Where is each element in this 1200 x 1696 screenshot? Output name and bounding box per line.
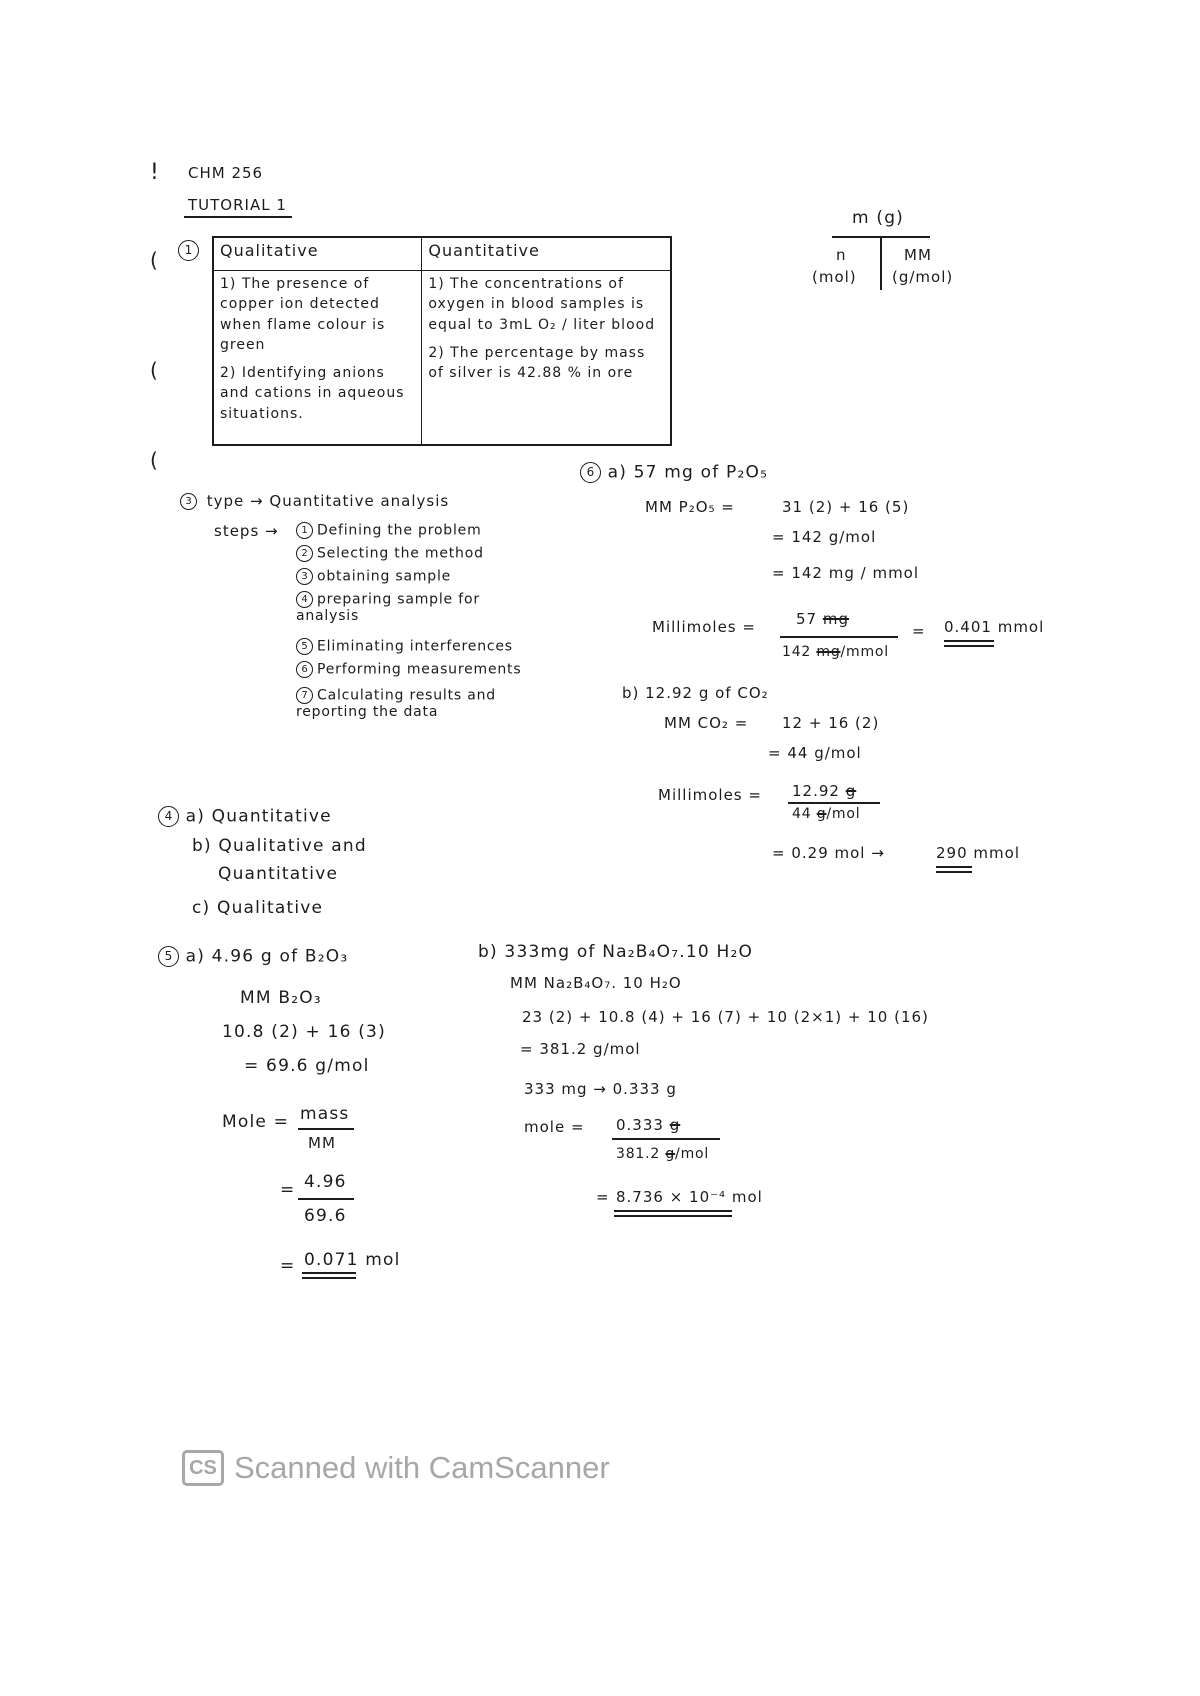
q5-b-denominator: 381.2 g/mol (616, 1146, 710, 1162)
q6-b-denominator: 44 g/mol (792, 806, 861, 822)
q6-a-fraction-bar (780, 636, 898, 638)
q5-b-convert: 333 mg → 0.333 g (524, 1080, 677, 1098)
formula-n: n (836, 246, 847, 264)
q6-a-title: 6 a) 57 mg of P₂O₅ (580, 462, 768, 483)
q5-a-calc: 10.8 (2) + 16 (3) (222, 1022, 386, 1042)
q3-step-3: 3 obtaining sample (296, 568, 451, 585)
formula-mass: m (g) (852, 208, 905, 228)
formula-split (880, 238, 882, 290)
tutorial-underline (184, 216, 292, 218)
q6-a-equals: = (912, 622, 926, 640)
q5-b-mm-val: = 381.2 g/mol (520, 1040, 641, 1058)
q5-a-mass: mass (300, 1104, 350, 1124)
camscanner-logo: CS (182, 1450, 224, 1486)
margin-mark: ! (150, 160, 159, 185)
q5-b-calc: 23 (2) + 10.8 (4) + 16 (7) + 10 (2×1) + 10 (16) (522, 1008, 929, 1026)
qualitative-quantitative-table (212, 236, 672, 446)
q5-a-equals-3: = (280, 1256, 296, 1276)
formula-mm: MM (904, 246, 932, 264)
q6-b-label: Millimoles = (658, 786, 762, 804)
q5-b-result-underline (614, 1210, 732, 1217)
list-item: 1) The presence of copper ion detected when flame colour is green (220, 276, 386, 353)
margin-mark: ( (150, 358, 158, 382)
formula-n-unit: (mol) (812, 268, 857, 286)
q6-b-calc: 12 + 16 (2) (782, 714, 880, 732)
q5-b-result: 8.736 × 10⁻⁴ mol (616, 1188, 763, 1206)
q6-a-result: 0.401 mmol (944, 618, 1045, 636)
quantitative-cell (422, 271, 671, 446)
margin-mark: ( (150, 248, 158, 272)
q6-b-title: b) 12.92 g of CO₂ (622, 684, 769, 702)
q6-a-mm: MM P₂O₅ = (645, 498, 735, 516)
q4-c: c) Qualitative (192, 898, 324, 918)
q5-a-fraction-bar-2 (298, 1198, 354, 1200)
q6-b-mm: MM CO₂ = (664, 714, 749, 732)
q6-a-label: Millimoles = (652, 618, 756, 636)
table-header-qualitative: Qualitative (213, 237, 422, 271)
q5-a-title: 5 a) 4.96 g of B₂O₃ (158, 946, 348, 967)
q3-step-5: 5 Eliminating interferences (296, 638, 513, 655)
q6-b-fraction-bar (788, 802, 880, 804)
q5-b-mm: MM Na₂B₄O₇. 10 H₂O (510, 974, 682, 992)
watermark-text: Scanned with CamScanner (234, 1450, 610, 1485)
q6-a-denominator: 142 mg/mmol (782, 644, 889, 660)
q5-a-mole-label: Mole = (222, 1112, 290, 1132)
q3-step-1: 1 Defining the problem (296, 522, 482, 539)
q6-a-val2: = 142 mg / mmol (772, 564, 920, 582)
q3-steps-label: steps → (214, 522, 279, 540)
q5-a-numerator: 4.96 (304, 1172, 347, 1192)
camscanner-watermark (182, 1450, 610, 1486)
q5-b-equals: = (596, 1188, 610, 1206)
q6-a-val1: = 142 g/mol (772, 528, 877, 546)
q6-a-numerator: 57 mg (796, 610, 850, 628)
q5-b-mole-label: mole = (524, 1118, 585, 1136)
q5-a-result: 0.071 mol (304, 1250, 401, 1270)
q3-type-line: 3 type → Quantitative analysis (180, 492, 449, 510)
list-item: 2) Identifying anions and cations in aqueous situations. (220, 365, 405, 422)
q6-b-result-underline (936, 866, 972, 873)
q5-a-fraction-bar (298, 1128, 354, 1130)
q4-a: 4 a) Quantitative (158, 806, 332, 827)
q5-b-fraction-bar (612, 1138, 720, 1140)
q5-a-denominator: 69.6 (304, 1206, 347, 1226)
q6-b-val: = 44 g/mol (768, 744, 862, 762)
q3-step-6: 6 Performing measurements (296, 661, 521, 678)
course-code: CHM 256 (188, 164, 264, 182)
q6-a-calc: 31 (2) + 16 (5) (782, 498, 910, 516)
q6-a-result-underline (944, 640, 994, 647)
margin-mark: ( (150, 448, 158, 472)
q6-b-result: 290 mmol (936, 844, 1020, 862)
q5-a-equals-2: = (280, 1180, 296, 1200)
q3-step-4: 4 preparing sample for analysis (296, 591, 480, 625)
q5-b-title: b) 333mg of Na₂B₄O₇.10 H₂O (478, 942, 754, 962)
q5-a-mm: MM B₂O₃ (240, 988, 322, 1008)
q1-number: 1 (178, 240, 199, 261)
list-item: 2) The percentage by mass of silver is 42.88 % in ore (428, 344, 646, 382)
q3-step-7: 7 Calculating results and reporting the data (296, 687, 496, 721)
q5-a-result-underline (302, 1272, 356, 1279)
q5-a-mm-val: = 69.6 g/mol (244, 1056, 370, 1076)
list-item: 1) The concentrations of oxygen in blood samples is equal to 3mL O₂ / liter blood (428, 276, 656, 333)
table-header-quantitative: Quantitative (422, 237, 671, 271)
q5-b-numerator: 0.333 g (616, 1116, 681, 1134)
q4-b-line1: b) Qualitative and (192, 836, 367, 856)
q4-b-line2: Quantitative (218, 864, 339, 884)
qualitative-cell (213, 271, 422, 446)
tutorial-title: TUTORIAL 1 (188, 196, 287, 214)
formula-mm-unit: (g/mol) (892, 268, 954, 286)
q6-b-numerator: 12.92 g (792, 782, 857, 800)
q5-a-mm-den: MM (308, 1134, 336, 1152)
q3-step-2: 2 Selecting the method (296, 545, 484, 562)
q6-b-result-pre: = 0.29 mol → (772, 844, 885, 862)
